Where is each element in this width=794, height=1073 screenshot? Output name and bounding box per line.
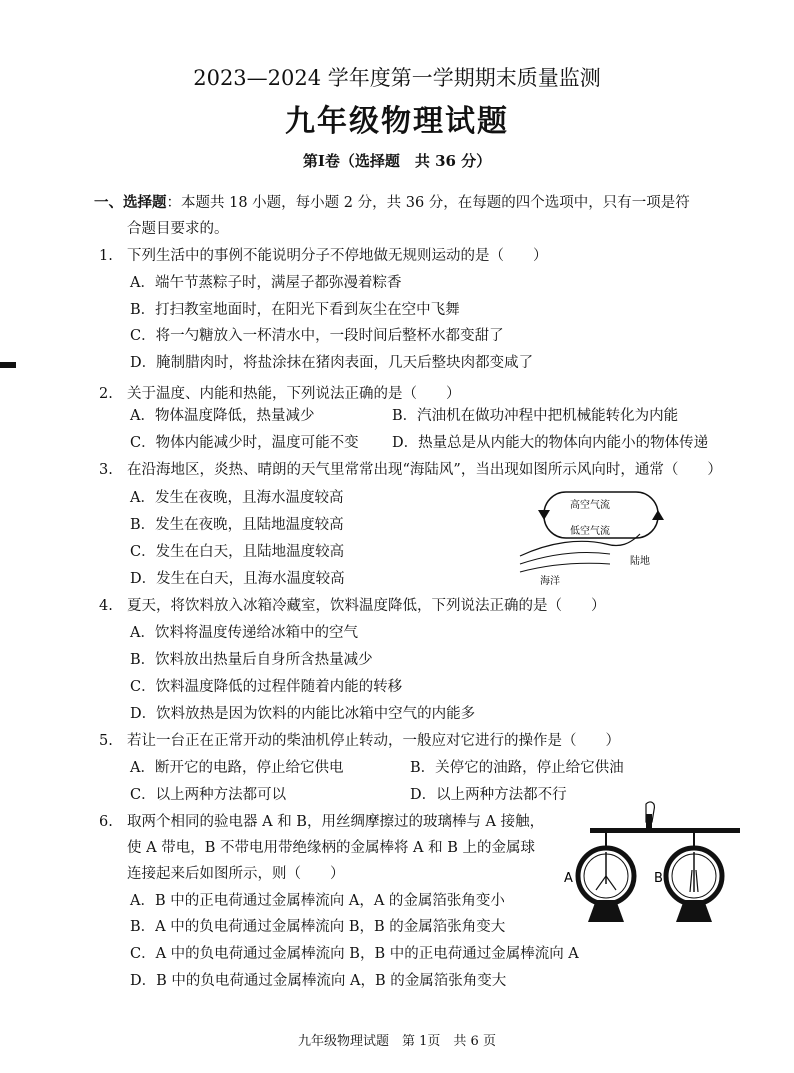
option: A．发生在夜晚，且海水温度较高 bbox=[130, 490, 344, 506]
option: B．打扫教室地面时，在阳光下看到灰尘在空中飞舞 bbox=[130, 302, 460, 318]
option: A．端午节蒸粽子时，满屋子都弥漫着粽香 bbox=[130, 275, 402, 291]
option: C．物体内能减少时，温度可能不变 bbox=[130, 435, 359, 451]
question-stem: 连接起来后如图所示，则（ ） bbox=[127, 866, 345, 882]
question-number: 3. bbox=[99, 462, 113, 478]
option: C．将一勺糖放入一杯清水中，一段时间后整杯水都变甜了 bbox=[130, 328, 504, 344]
option: C．发生在白天，且陆地温度较高 bbox=[130, 544, 345, 560]
section-text-2: 合题目要求的。 bbox=[127, 221, 229, 237]
electroscope-a-foil bbox=[606, 876, 616, 890]
question-number: 5. bbox=[99, 733, 113, 749]
insulated-handle bbox=[646, 814, 652, 828]
page-footer: 九年级物理试题 第 1页 共 6 页 bbox=[298, 1034, 496, 1049]
option: D．腌制腊肉时，将盐涂抹在猪肉表面，几天后整块肉都变咸了 bbox=[130, 355, 534, 371]
option: D．以上两种方法都不行 bbox=[410, 787, 567, 803]
sea-breeze-diagram bbox=[510, 484, 700, 589]
option: C．以上两种方法都可以 bbox=[130, 787, 287, 803]
sea-label: 海洋 bbox=[540, 576, 560, 587]
option: B．关停它的油路，停止给它供油 bbox=[410, 760, 624, 776]
section-heading bbox=[94, 193, 690, 213]
question-stem: 使 A 带电，B 不带电用带绝缘柄的金属棒将 A 和 B 上的金属球 bbox=[127, 840, 536, 856]
option: B．A 中的负电荷通过金属棒流向 B，B 的金属箔张角变大 bbox=[130, 919, 506, 935]
metal-rod bbox=[590, 828, 740, 833]
section-text-1: ：本题共 18 小题，每小题 2 分，共 36 分，在每题的四个选项中，只有一项是符 bbox=[166, 195, 690, 211]
option: B．发生在夜晚，且陆地温度较高 bbox=[130, 517, 344, 533]
option: D．饮料放热是因为饮料的内能比冰箱中空气的内能多 bbox=[130, 706, 476, 722]
electroscope-a-foil bbox=[596, 876, 606, 890]
option: B．汽油机在做功冲程中把机械能转化为内能 bbox=[392, 408, 679, 424]
option: C．A 中的负电荷通过金属棒流向 B，B 中的正电荷通过金属棒流向 A bbox=[130, 946, 579, 962]
question-stem: 夏天，将饮料放入冰箱冷藏室，饮料温度降低，下列说法正确的是（ ） bbox=[127, 598, 606, 614]
binding-mark bbox=[0, 362, 16, 368]
wave-line bbox=[520, 552, 610, 564]
option: A．饮料将温度传递给冰箱中的空气 bbox=[130, 625, 358, 641]
option: A．物体温度降低，热量减少 bbox=[130, 408, 315, 424]
electroscope-a-label: A bbox=[564, 871, 573, 886]
option: D．发生在白天，且海水温度较高 bbox=[130, 571, 345, 587]
question-number: 6. bbox=[99, 814, 113, 830]
exam-title: 九年级物理试题 bbox=[285, 104, 509, 139]
option: A．断开它的电路，停止给它供电 bbox=[130, 760, 344, 776]
question-number: 4. bbox=[99, 598, 113, 614]
question-number: 2. bbox=[99, 386, 113, 402]
question-stem: 下列生活中的事例不能说明分子不停地做无规则运动的是（ ） bbox=[127, 248, 548, 264]
arrow-down-icon bbox=[538, 510, 550, 520]
electroscope-b-foil bbox=[690, 870, 692, 892]
wave-line bbox=[520, 563, 610, 572]
question-stem: 取两个相同的验电器 A 和 B，用丝绸摩擦过的玻璃棒与 A 接触， bbox=[127, 814, 545, 830]
volume-title: 第Ⅰ卷（选择题 共 36 分） bbox=[302, 152, 492, 170]
land-label: 陆地 bbox=[630, 556, 650, 567]
exam-term-title: 2023—2024 学年度第一学期期末质量监测 bbox=[193, 66, 601, 90]
option: D．热量总是从内能大的物体向内能小的物体传递 bbox=[392, 435, 709, 451]
electroscope-b-label: B bbox=[654, 871, 663, 886]
option: C．饮料温度降低的过程伴随着内能的转移 bbox=[130, 679, 403, 695]
high-air-label: 高空气流 bbox=[570, 500, 610, 511]
electroscope-diagram bbox=[562, 800, 740, 928]
question-number: 1. bbox=[99, 248, 113, 264]
option: A．B 中的正电荷通过金属棒流向 A，A 的金属箔张角变小 bbox=[130, 893, 505, 909]
low-air-label: 低空气流 bbox=[570, 526, 610, 537]
option: D．B 中的负电荷通过金属棒流向 A，B 的金属箔张角变大 bbox=[130, 973, 507, 989]
electroscope-b-foil bbox=[696, 870, 698, 892]
option: B．饮料放出热量后自身所含热量减少 bbox=[130, 652, 373, 668]
section-label: 一、选择题 bbox=[94, 194, 167, 211]
question-stem: 关于温度、内能和热能，下列说法正确的是（ ） bbox=[127, 386, 461, 402]
arrow-up-icon bbox=[652, 510, 664, 520]
question-stem: 在沿海地区，炎热、晴朗的天气里常常出现“海陆风”，当出现如图所示风向时，通常（ ） bbox=[127, 462, 722, 478]
question-stem: 若让一台正在正常开动的柴油机停止转动，一般应对它进行的操作是（ ） bbox=[127, 733, 620, 749]
